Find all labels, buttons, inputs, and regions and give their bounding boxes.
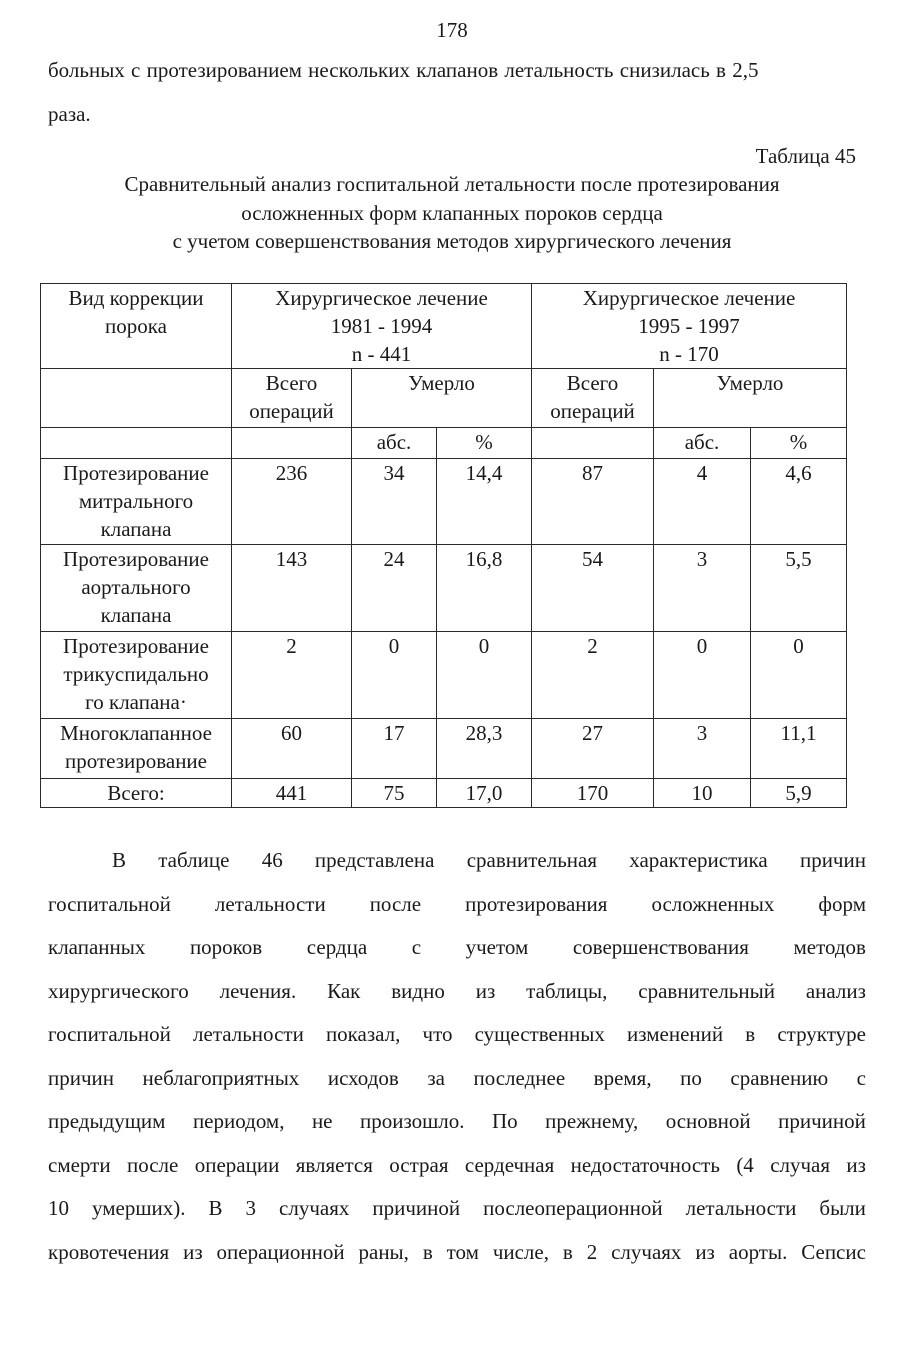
cell-value: 28,3 <box>437 719 532 779</box>
paragraph-word: острая <box>389 1153 449 1177</box>
paragraph-word: сердечная <box>464 1153 555 1177</box>
cell-value: 2 <box>232 632 352 719</box>
paragraph-word: госпитальной <box>48 892 171 916</box>
paragraph-word: не <box>311 1109 333 1133</box>
paragraph-word: По <box>492 1109 518 1133</box>
paragraph-word: представлена <box>314 848 435 872</box>
paragraph-word: изменений <box>627 1022 724 1046</box>
paragraph-word: в <box>745 1022 756 1046</box>
paragraph-line <box>48 1240 866 1265</box>
paragraph-word: операционной <box>216 1240 345 1264</box>
paragraph-line <box>48 892 866 917</box>
paragraph-word: из <box>475 979 496 1003</box>
table-caption-line: Сравнительный анализ госпитальной летальности после протезирования <box>124 172 780 196</box>
paragraph-line <box>48 1196 866 1221</box>
header-line: n - 441 <box>351 342 412 366</box>
cell-value: 143 <box>232 545 352 632</box>
table-label: Таблица 45 <box>755 144 856 168</box>
paragraph-word: предыдущим <box>48 1109 166 1133</box>
row-label-line: клапана <box>100 517 172 541</box>
header-abs: абс. <box>352 428 437 459</box>
paragraph-word: таблице <box>158 848 230 872</box>
paragraph-word: по <box>680 1066 702 1090</box>
paragraph-word: существенных <box>474 1022 605 1046</box>
paragraph-word: кровотечения <box>48 1240 170 1264</box>
cell-value: 17,0 <box>437 779 532 808</box>
cell-value: 0 <box>751 632 847 719</box>
cell-value: 170 <box>532 779 654 808</box>
cell-value: 4,6 <box>751 459 847 545</box>
cell-value: 3 <box>654 719 751 779</box>
paragraph-word: протезирования <box>465 892 608 916</box>
table-row <box>41 632 847 719</box>
paragraph-word: время, <box>593 1066 652 1090</box>
paragraph-word: произошло. <box>359 1109 465 1133</box>
cell-value: 5,5 <box>751 545 847 632</box>
cell-value: 5,9 <box>751 779 847 808</box>
paragraph-word: за <box>427 1066 445 1090</box>
header-empty-cell <box>532 428 654 459</box>
row-label-line: го клапана· <box>85 690 187 714</box>
paragraph-word: 3 <box>245 1196 257 1220</box>
header-line: 1995 - 1997 <box>638 314 740 338</box>
header-line: Всего <box>566 371 619 395</box>
paragraph-word: числе, <box>492 1240 549 1264</box>
paragraph-word: недостаточность <box>570 1153 720 1177</box>
paragraph-word: причин <box>799 848 866 872</box>
cell-value: 4 <box>654 459 751 545</box>
paragraph-word: таблицы, <box>526 979 608 1003</box>
paragraph-word: с <box>856 1066 866 1090</box>
paragraph-word: случаях <box>611 1240 682 1264</box>
table-total-row <box>41 779 847 808</box>
paragraph-word: сравнению <box>730 1066 829 1090</box>
intro-text-line: больных с протезированием нескольких клапанов летальность снизилась в 2,5 <box>48 58 759 82</box>
header-total-operations <box>532 369 654 428</box>
paragraph-word: форм <box>818 892 866 916</box>
paragraph-word: случая <box>770 1153 831 1177</box>
cell-value: 24 <box>352 545 437 632</box>
paragraph-word: анализ <box>805 979 866 1003</box>
paragraph-word: учетом <box>465 935 529 959</box>
cell-value: 16,8 <box>437 545 532 632</box>
paragraph-word: из <box>846 1153 866 1177</box>
paragraph-word: структуре <box>777 1022 866 1046</box>
paragraph-word: из <box>183 1240 203 1264</box>
row-label-line: аортального <box>81 575 191 599</box>
paragraph-word: прежнему, <box>545 1109 639 1133</box>
row-label <box>41 459 232 545</box>
paragraph-word: сердца <box>306 935 368 959</box>
paragraph-word: с <box>411 935 422 959</box>
cell-value: 75 <box>352 779 437 808</box>
intro-text-line: раза. <box>48 102 91 126</box>
paragraph-word: аорты. <box>728 1240 788 1264</box>
paragraph-word: хирургического <box>48 979 189 1003</box>
paragraph-word: случаях <box>279 1196 350 1220</box>
header-line: порока <box>105 314 167 338</box>
paragraph-word: летальности <box>193 1022 304 1046</box>
row-label <box>41 719 232 779</box>
page-number: 178 <box>436 18 468 42</box>
paragraph-word: последнее <box>473 1066 566 1090</box>
paragraph-word: послеоперационной <box>483 1196 663 1220</box>
paragraph-line <box>48 1153 866 1178</box>
paragraph-word: характеристика <box>629 848 768 872</box>
paragraph-word: осложненных <box>651 892 775 916</box>
cell-value: 10 <box>654 779 751 808</box>
header-line: Хирургическое лечение <box>582 286 796 310</box>
cell-value: 11,1 <box>751 719 847 779</box>
paragraph-word: методов <box>793 935 866 959</box>
paragraph-word: основной <box>665 1109 751 1133</box>
cell-value: 0 <box>654 632 751 719</box>
header-line: 1981 - 1994 <box>330 314 433 338</box>
paragraph-word: из <box>695 1240 715 1264</box>
header-empty-cell <box>232 428 352 459</box>
header-percent: % <box>751 428 847 459</box>
paragraph-line <box>48 979 866 1004</box>
paragraph-word: что <box>422 1022 453 1046</box>
row-label-line: Протезирование <box>63 634 209 658</box>
paragraph-word: причиной <box>372 1196 461 1220</box>
paragraph-line <box>48 935 866 960</box>
row-label-line: Протезирование <box>63 547 209 571</box>
cell-value: 60 <box>232 719 352 779</box>
paragraph-word: смерти <box>48 1153 111 1177</box>
table-row <box>41 545 847 632</box>
cell-value: 0 <box>437 632 532 719</box>
paragraph-word: операции <box>194 1153 280 1177</box>
table-caption-line: с учетом совершенствования методов хирургического лечения <box>172 229 732 253</box>
paragraph-word: лечения. <box>219 979 297 1003</box>
paragraph-word: В <box>112 848 127 872</box>
header-line: Хирургическое лечение <box>275 286 488 310</box>
paragraph-word: после <box>369 892 422 916</box>
cell-value: 3 <box>654 545 751 632</box>
paragraph-word: летальности <box>214 892 326 916</box>
header-line: Вид коррекции <box>68 286 204 310</box>
paragraph-line <box>48 1109 866 1134</box>
paragraph-word: неблагоприятных <box>142 1066 300 1090</box>
paragraph-word: раны, <box>358 1240 409 1264</box>
header-line: n - 170 <box>659 342 719 366</box>
row-label <box>41 632 232 719</box>
header-died: Умерло <box>352 369 532 428</box>
paragraph-word: 46 <box>261 848 283 872</box>
cell-value: 441 <box>232 779 352 808</box>
paragraph-word: 10 <box>48 1196 69 1220</box>
paragraph-word: умерших). <box>92 1196 186 1220</box>
paragraph-word: в <box>422 1240 433 1264</box>
paragraph-word: видно <box>391 979 445 1003</box>
paragraph-word: 2 <box>586 1240 598 1264</box>
header-period-2 <box>532 284 847 369</box>
row-label: Всего: <box>41 779 232 808</box>
paragraph-line <box>48 1022 866 1047</box>
table-caption-line: осложненных форм клапанных пороков сердца <box>241 201 663 225</box>
row-label-line: митрального <box>78 489 194 513</box>
row-label-line: трикуспидально <box>63 662 209 686</box>
row-label-line: клапана <box>100 603 172 627</box>
paragraph-line <box>48 1066 866 1091</box>
row-label-line: Протезирование <box>63 461 209 485</box>
table-row <box>41 459 847 545</box>
paragraph-word: показал, <box>325 1022 401 1046</box>
paragraph-line <box>112 848 866 873</box>
header-abs: абс. <box>654 428 751 459</box>
cell-value: 54 <box>532 545 654 632</box>
header-died: Умерло <box>654 369 847 428</box>
paragraph-word: сравнительная <box>466 848 598 872</box>
mortality-table <box>40 283 847 808</box>
table-row <box>41 719 847 779</box>
row-label-line: Многоклапанное <box>60 721 212 745</box>
header-period-1 <box>232 284 532 369</box>
row-label-line: протезирование <box>64 749 207 773</box>
paragraph-word: причиной <box>778 1109 866 1133</box>
cell-value: 34 <box>352 459 437 545</box>
cell-value: 27 <box>532 719 654 779</box>
header-line: Всего <box>265 371 318 395</box>
paragraph-word: в <box>562 1240 573 1264</box>
header-line: операций <box>249 399 334 423</box>
cell-value: 2 <box>532 632 654 719</box>
cell-value: 0 <box>352 632 437 719</box>
paragraph-word: сравнительный <box>638 979 775 1003</box>
paragraph-word: исходов <box>327 1066 399 1090</box>
header-line: операций <box>550 399 635 423</box>
paragraph-word: В <box>208 1196 223 1220</box>
cell-value: 17 <box>352 719 437 779</box>
paragraph-word: Как <box>327 979 361 1003</box>
row-label <box>41 545 232 632</box>
paragraph-word: летальности <box>685 1196 797 1220</box>
header-empty-cell <box>41 369 232 428</box>
paragraph-word: клапанных <box>48 935 146 959</box>
paragraph-word: причин <box>48 1066 115 1090</box>
paragraph-word: пороков <box>189 935 263 959</box>
header-empty-cell <box>41 428 232 459</box>
paragraph-word: госпитальной <box>48 1022 171 1046</box>
paragraph-word: является <box>295 1153 373 1177</box>
paragraph-word: после <box>126 1153 179 1177</box>
paragraph-word: (4 <box>736 1153 754 1177</box>
paragraph-word: том <box>446 1240 479 1264</box>
cell-value: 236 <box>232 459 352 545</box>
cell-value: 14,4 <box>437 459 532 545</box>
header-total-operations <box>232 369 352 428</box>
header-percent: % <box>437 428 532 459</box>
paragraph-word: были <box>819 1196 866 1220</box>
header-correction-type <box>41 284 232 369</box>
paragraph-word: периодом, <box>192 1109 285 1133</box>
paragraph-word: Сепсис <box>801 1240 866 1264</box>
paragraph-word: совершенствования <box>572 935 749 959</box>
cell-value: 87 <box>532 459 654 545</box>
